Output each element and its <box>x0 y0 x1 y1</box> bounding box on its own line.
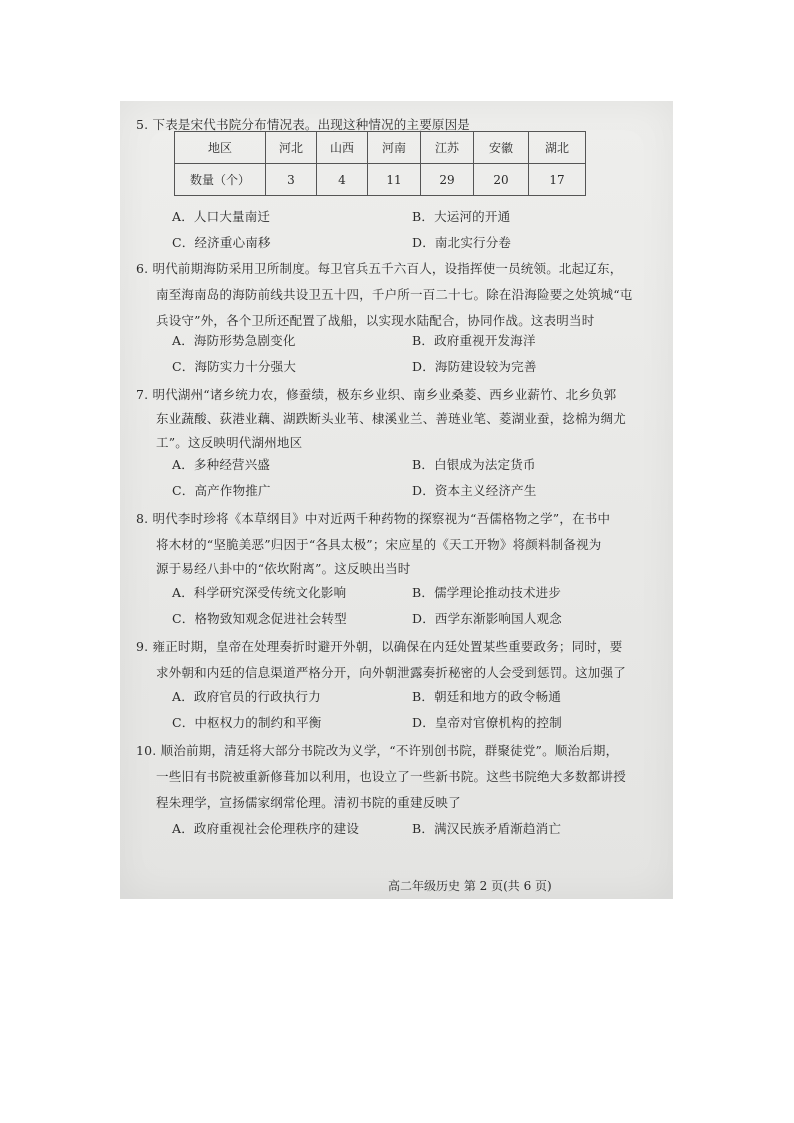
table-cell: 20 <box>474 164 529 196</box>
question-7-line-1: 7. 明代湖州“诸乡统力农，修蚕绩，极东乡业织、南乡业桑菱、西乡业薪竹、北乡负郭 <box>136 387 617 402</box>
q10-option-b: B．满汉民族矛盾渐趋消亡 <box>412 821 562 836</box>
table-cell: 11 <box>368 164 421 196</box>
q8-option-c: C．格物致知观念促进社会转型 <box>172 611 347 626</box>
question-10-line-3: 程朱理学，宣扬儒家纲常伦理。清初书院的重建反映了 <box>156 795 461 810</box>
song-academy-table <box>174 131 586 196</box>
q6-option-c: C．海防实力十分强大 <box>172 359 297 374</box>
page-footer: 高二年级历史 第 2 页(共 6 页) <box>388 879 552 893</box>
table-header-row <box>175 132 586 164</box>
q9-option-c: C．中枢权力的制约和平衡 <box>172 715 322 730</box>
q9-option-d: D．皇帝对官僚机构的控制 <box>412 715 562 730</box>
q5-option-c: C．经济重心南移 <box>172 235 271 250</box>
q7-option-c: C．高产作物推广 <box>172 483 271 498</box>
q7-option-d: D．资本主义经济产生 <box>412 483 537 498</box>
table-cell: 数量（个） <box>175 164 266 196</box>
question-8-line-2: 将木材的“坚脆美恶”归因于“各具太极”；宋应星的《天工开物》将颜料制备视为 <box>156 537 602 552</box>
question-8-line-1: 8. 明代李时珍将《本草纲目》中对近两千种药物的探察视为“吾儒格物之学”，在书中 <box>136 511 611 526</box>
q7-option-a: A．多种经营兴盛 <box>172 457 271 472</box>
q9-option-b: B．朝廷和地方的政令畅通 <box>412 689 562 704</box>
table-cell: 4 <box>317 164 368 196</box>
exam-page-photo <box>120 101 673 899</box>
q5-option-d: D．南北实行分卷 <box>412 235 512 250</box>
question-5-stem: 5. 下表是宋代书院分布情况表。出现这种情况的主要原因是 <box>136 117 471 132</box>
question-6-line-2: 南至海南岛的海防前线共设卫五十四，千户所一百二十七。除在沿海险要之处筑城“屯 <box>156 287 633 302</box>
table-cell: 29 <box>421 164 474 196</box>
q8-option-d: D．西学东渐影响国人观念 <box>412 611 562 626</box>
table-header-cell: 湖北 <box>529 132 586 164</box>
question-9-line-2: 求外朝和内廷的信息渠道严格分开，向外朝泄露奏折秘密的人会受到惩罚。这加强了 <box>156 665 626 680</box>
question-10-line-1: 10. 顺治前期，清廷将大部分书院改为义学，“不许别创书院，群聚徒党”。顺治后期， <box>136 743 619 758</box>
table-header-cell: 河南 <box>368 132 421 164</box>
table-header-cell: 地区 <box>175 132 266 164</box>
table-header-cell: 安徽 <box>474 132 529 164</box>
q5-option-b: B．大运河的开通 <box>412 209 511 224</box>
question-10-line-2: 一些旧有书院被重新修葺加以利用，也设立了一些新书院。这些书院绝大多数都讲授 <box>156 769 626 784</box>
question-8-line-3: 源于易经八卦中的“依坎附离”。这反映出当时 <box>156 561 411 576</box>
q8-option-a: A．科学研究深受传统文化影响 <box>172 585 347 600</box>
table-header-cell: 河北 <box>266 132 317 164</box>
table-cell: 17 <box>529 164 586 196</box>
q7-option-b: B．白银成为法定货币 <box>412 457 536 472</box>
q9-option-a: A．政府官员的行政执行力 <box>172 689 321 704</box>
question-7-line-2: 东业蔬酸、荻港业藕、湖跌断头业苇、棣溪业兰、善琏业笔、菱湖业蚕，捻棉为绸尤 <box>156 411 626 426</box>
q6-option-b: B．政府重视开发海洋 <box>412 333 536 348</box>
question-9-line-1: 9. 雍正时期，皇帝在处理奏折时避开外朝，以确保在内廷处置某些重要政务；同时，要 <box>136 639 623 654</box>
table-row <box>175 164 586 196</box>
table-header-cell: 山西 <box>317 132 368 164</box>
table-header-cell: 江苏 <box>421 132 474 164</box>
question-6-line-3: 兵设守”外，各个卫所还配置了战船，以实现水陆配合，协同作战。这表明当时 <box>156 313 595 328</box>
q6-option-d: D．海防建设较为完善 <box>412 359 537 374</box>
q6-option-a: A．海防形势急剧变化 <box>172 333 296 348</box>
table-cell: 3 <box>266 164 317 196</box>
q10-option-a: A．政府重视社会伦理秩序的建设 <box>172 821 360 836</box>
question-6-line-1: 6. 明代前期海防采用卫所制度。每卫官兵五千六百人，设指挥使一员统领。北起辽东， <box>136 261 623 276</box>
question-7-line-3: 工”。这反映明代湖州地区 <box>156 435 303 450</box>
q8-option-b: B．儒学理论推动技术进步 <box>412 585 562 600</box>
q5-option-a: A．人口大量南迁 <box>172 209 271 224</box>
